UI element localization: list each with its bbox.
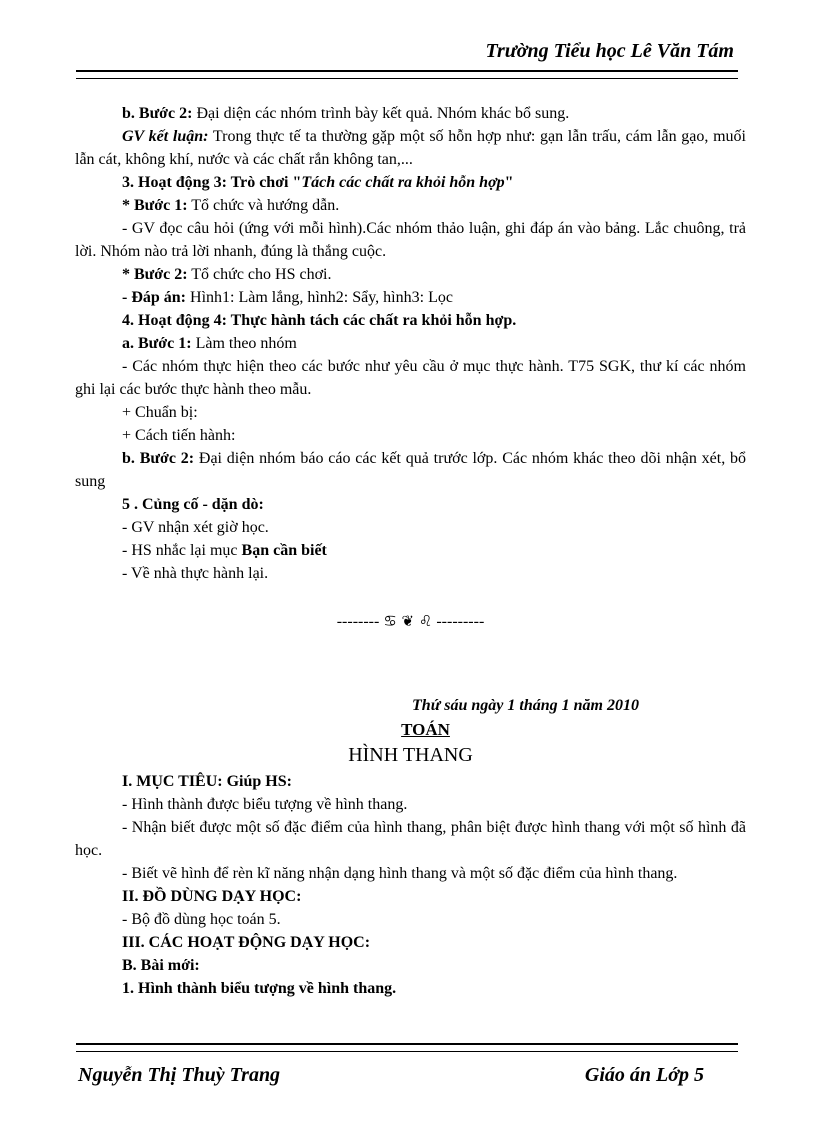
activity4-step1-detail: - Các nhóm thực hiện theo các bước như yêu cầu ở mục thực hành. T75 SGK, thư kí các nhóm ghi lại các bước thực hành theo mẫu. xyxy=(75,358,746,398)
lesson-content xyxy=(75,102,746,1000)
lesson-date: Thứ sáu ngày 1 tháng 1 năm 2010 xyxy=(412,697,639,714)
activities-heading: III. CÁC HOẠT ĐỘNG DẠY HỌC: xyxy=(122,934,371,951)
objective-item: - Biết vẽ hình để rèn kĩ năng nhận dạng hình thang và một số đặc điểm của hình thang. xyxy=(122,865,678,882)
objectives-heading: I. MỤC TIÊU: Giúp HS: xyxy=(122,773,292,790)
activity3-step1-detail: - GV đọc câu hỏi (ứng với mỗi hình).Các nhóm thảo luận, ghi đáp án vào bảng. Lắc chuông, trả lời. Nhóm nào trả lời nhanh, đúng là thắng cuộc. xyxy=(75,220,746,260)
teacher-name: Nguyễn Thị Thuỳ Trang xyxy=(78,1064,281,1086)
lesson-plan-label: Giáo án Lớp 5 xyxy=(584,1064,704,1086)
prep-line: + Chuẩn bị: xyxy=(122,404,198,421)
school-header: Trường Tiểu học Lê Văn Tám xyxy=(485,40,734,62)
conclusion-paragraph: GV kết luận: Trong thực tế ta thường gặp một số hỗn hợp như: gạn lẫn trấu, cám lẫn gạo, muối lẫn cát, không khí, nước và các chất rắn không tan,... xyxy=(75,128,746,168)
footer-rule xyxy=(76,1043,738,1052)
subject-title: TOÁN xyxy=(401,720,450,739)
section-separator: -------- ♋ ❦ ♌ --------- xyxy=(336,612,485,630)
lesson-title: HÌNH THANG xyxy=(348,744,473,766)
method-line: + Cách tiến hành: xyxy=(122,427,236,444)
activity3-heading: 3. Hoạt động 3: Trò chơi "Tách các chất ra khỏi hỗn hợp" xyxy=(122,174,514,191)
equipment-heading: II. ĐỒ DÙNG DẠY HỌC: xyxy=(122,888,302,905)
activity4-step1: a. Bước 1: Làm theo nhóm xyxy=(122,335,297,352)
activity3-step2: * Bước 2: Tổ chức cho HS chơi. xyxy=(122,266,332,283)
equipment-item: - Bộ đồ dùng học toán 5. xyxy=(122,911,281,928)
consolidation-item: - GV nhận xét giờ học. xyxy=(122,519,269,536)
objective-item: - Nhận biết được một số đặc điểm của hình thang, phân biệt được hình thang với một số hình đã học. xyxy=(75,819,746,859)
activity4-heading: 4. Hoạt động 4: Thực hành tách các chất ra khỏi hỗn hợp. xyxy=(122,312,517,329)
activity4-step2: b. Bước 2: Đại diện nhóm báo cáo các kết quả trước lớp. Các nhóm khác theo dõi nhận xét, bổ sung xyxy=(75,450,746,490)
objective-item: - Hình thành được biểu tượng về hình thang. xyxy=(122,796,408,813)
answer-line: - Đáp án: Hình1: Làm lắng, hình2: Sẩy, hình3: Lọc xyxy=(122,289,453,306)
consolidation-item: - Về nhà thực hành lại. xyxy=(122,565,269,582)
ornament-icon: ♋ ❦ ♌ xyxy=(383,612,433,630)
consolidation-item: - HS nhắc lại mục Bạn cần biết xyxy=(122,542,327,559)
activity3-step1: * Bước 1: Tổ chức và hướng dẫn. xyxy=(122,197,340,214)
new-lesson-heading: B. Bài mới: xyxy=(122,957,200,974)
consolidation-heading: 5 . Củng cố - dặn dò: xyxy=(122,496,264,513)
header-rule xyxy=(76,70,738,79)
form-concept-heading: 1. Hình thành biểu tượng về hình thang. xyxy=(122,980,397,997)
step2-paragraph: b. Bước 2: Đại diện các nhóm trình bày kết quả. Nhóm khác bổ sung. xyxy=(122,105,570,122)
